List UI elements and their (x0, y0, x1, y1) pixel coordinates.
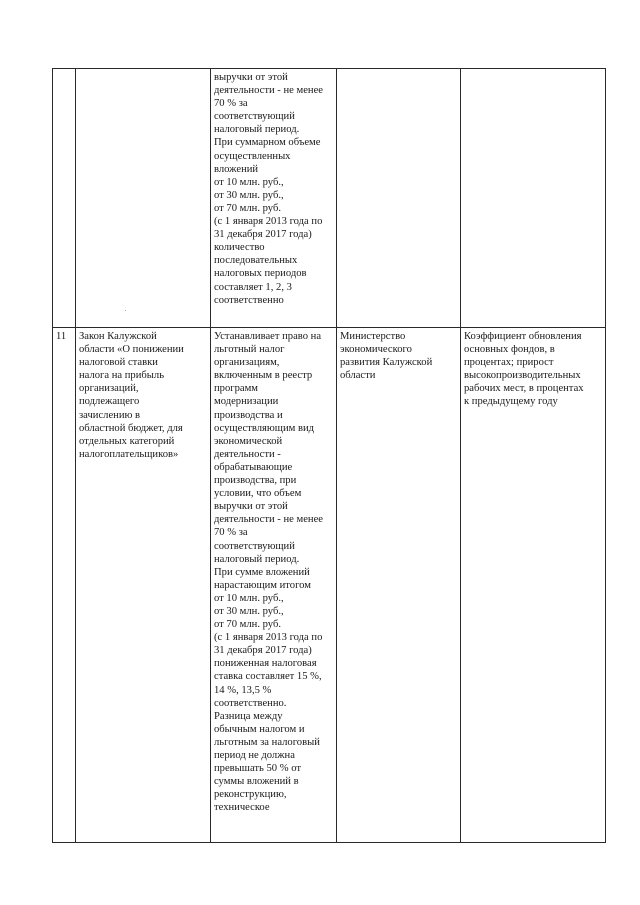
text-line: отдельных категорий (79, 435, 175, 447)
text-line: включенным в реестр (214, 370, 313, 382)
text-line: налога на прибыль (79, 370, 165, 382)
text-line: зачислению в (79, 409, 141, 421)
text-line: развития Калужской (340, 357, 433, 369)
text-line: Закон Калужской (79, 331, 157, 342)
text-line: областной бюджет, для (79, 422, 183, 434)
row-number-cell: 11 (53, 328, 76, 843)
text-line: организациям, (214, 357, 280, 369)
text-line: Разница между (214, 710, 283, 722)
text-line: производства и (214, 409, 283, 421)
text-line: программ (214, 383, 259, 395)
table-row-11 (53, 328, 606, 843)
text-line: от 30 млн. руб., (214, 605, 284, 617)
text-line: льготный налог (214, 344, 285, 356)
text-line: реконструкцию, (214, 789, 287, 801)
text-line: ставка составляет 15 %, (214, 671, 322, 683)
text-line: (с 1 января 2013 года по (214, 632, 323, 644)
text-line: выручки от этой (214, 72, 288, 83)
coefficient-cell (461, 69, 606, 328)
coefficient-cell (461, 328, 606, 843)
text-line: экономического (340, 344, 412, 356)
ministry-text (340, 330, 457, 382)
text-line: соответственно. (214, 697, 287, 709)
text-line: обрабатывающие (214, 461, 293, 473)
text-line: техническое (214, 802, 270, 814)
ministry-cell (337, 69, 461, 328)
description-cell (211, 328, 337, 843)
text-line: налоговый период. (214, 124, 300, 136)
text-line: от 70 млн. руб. (214, 619, 281, 631)
description-text (214, 71, 333, 307)
text-line: Устанавливает право на (214, 331, 322, 342)
text-line: последовательных (214, 255, 298, 267)
text-line: от 10 млн. руб., (214, 592, 284, 604)
text-line: При суммарном объеме (214, 137, 321, 149)
text-line: При сумме вложений (214, 566, 310, 578)
text-line: экономической (214, 435, 283, 447)
row-number-cell (53, 69, 76, 328)
text-line: осуществляющим вид (214, 422, 315, 434)
text-line: модернизации (214, 396, 279, 408)
text-line: налогоплательщиков» (79, 448, 179, 460)
law-cell (76, 328, 211, 843)
text-line: период не должна (214, 750, 295, 761)
text-line: суммы вложений в (214, 776, 299, 788)
text-line: 70 % за (214, 98, 248, 110)
text-line: налоговой ставки (79, 357, 158, 369)
text-line: вложений (214, 163, 259, 175)
text-line: от 70 млн. руб. (214, 202, 281, 214)
law-text (79, 330, 207, 461)
text-line: деятельности - (214, 448, 281, 460)
law-cell (76, 69, 211, 328)
text-line: превышать 50 % от (214, 763, 301, 775)
text-line: области (340, 370, 376, 382)
programs-table (52, 68, 606, 843)
text-line: условии, что объем (214, 488, 302, 500)
text-line: области «О понижении (79, 344, 184, 356)
table-row-continuation (53, 69, 606, 328)
text-line: Коэффициент обновления (464, 331, 582, 342)
text-line: от 30 млн. руб., (214, 189, 284, 201)
text-line: 31 декабря 2017 года) (214, 229, 312, 241)
text-line: рабочих мест, в процентах (464, 383, 584, 395)
text-line: 31 декабря 2017 года) (214, 645, 312, 657)
text-line: подлежащего (79, 396, 140, 408)
text-line: количество (214, 242, 265, 254)
text-line: налоговый период. (214, 553, 300, 565)
text-line: соответственно (214, 294, 284, 306)
text-line: нарастающим итогом (214, 579, 311, 591)
text-line: деятельности - не менее (214, 85, 323, 97)
text-line: основных фондов, в (464, 344, 555, 356)
text-line: к предыдущему году (464, 396, 558, 408)
text-line: (с 1 января 2013 года по (214, 216, 323, 228)
description-text (214, 330, 333, 814)
text-line: высокопроизводительных (464, 370, 581, 382)
text-line: производства, при (214, 475, 297, 487)
text-line: 14 %, 13,5 % (214, 684, 272, 696)
text-line: составляет 1, 2, 3 (214, 281, 292, 293)
coefficient-text (464, 330, 602, 409)
ministry-cell (337, 328, 461, 843)
description-cell (211, 69, 337, 328)
text-line: процентах; прирост (464, 357, 554, 369)
text-line: деятельности - не менее (214, 514, 323, 526)
text-line: осуществленных (214, 150, 291, 162)
text-line: от 10 млн. руб., (214, 176, 284, 188)
text-line: обычным налогом и (214, 723, 305, 735)
text-line: Министерство (340, 331, 406, 342)
text-line: 70 % за (214, 527, 248, 539)
text-line: соответствующий (214, 540, 295, 552)
text-line: организаций, (79, 383, 139, 395)
text-line: выручки от этой (214, 501, 288, 513)
text-line: льготным за налоговый (214, 736, 320, 748)
text-line: налоговых периодов (214, 268, 307, 280)
text-line: соответствующий (214, 111, 295, 123)
text-line: пониженная налоговая (214, 658, 317, 670)
